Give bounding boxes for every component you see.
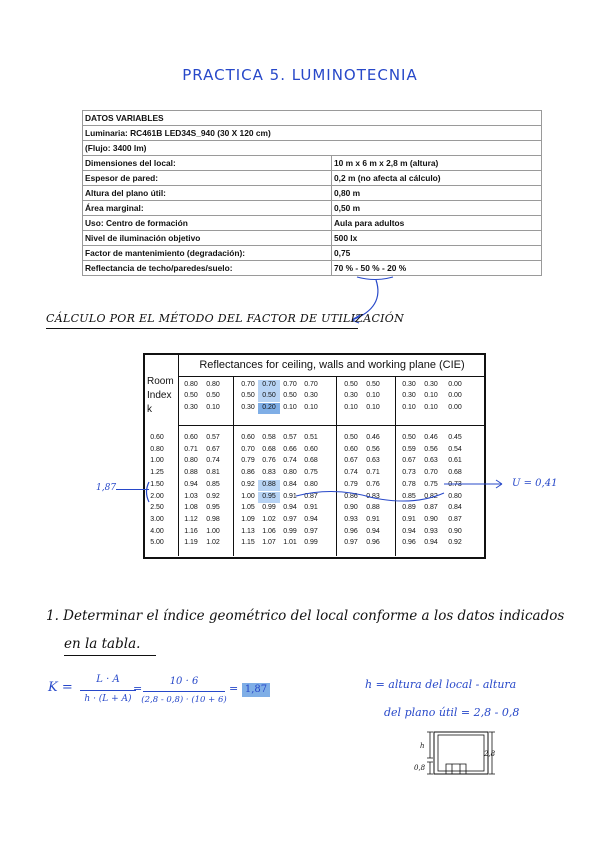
k-annotation: 1,87 [96, 483, 117, 493]
reflectance-cell: 0.30 [304, 392, 318, 400]
utilization-cell: 0.63 [424, 457, 438, 465]
cie-utilization-table [143, 353, 486, 559]
divider [233, 376, 234, 556]
reflectance-cell: 0.20 [262, 403, 276, 411]
utilization-cell: 0.78 [402, 480, 416, 488]
table-row [83, 231, 542, 246]
utilization-cell: 1.12 [184, 515, 198, 523]
row-label: Área marginal: [83, 201, 332, 216]
utilization-cell: 0.56 [366, 445, 380, 453]
utilization-cell: 0.93 [424, 527, 438, 535]
utilization-cell: 0.74 [344, 469, 358, 477]
heading-underline [46, 328, 358, 329]
utilization-cell: 0.60 [184, 434, 198, 441]
row-value: 0,75 [332, 246, 542, 261]
utilization-cell: 0.71 [184, 445, 198, 453]
utilization-cell: 0.86 [241, 469, 255, 477]
utilization-cell: 0.60 [304, 445, 318, 453]
reflectance-cell: 0.50 [344, 381, 358, 388]
utilization-cell: 0.60 [241, 434, 255, 441]
utilization-cell: 0.51 [304, 434, 318, 441]
utilization-cell: 0.84 [448, 504, 462, 512]
utilization-cell: 0.67 [344, 457, 358, 465]
utilization-cell: 0.96 [366, 539, 380, 547]
utilization-cell: 0.91 [402, 515, 416, 523]
utilization-cell: 0.76 [262, 457, 276, 465]
utilization-cell: 0.94 [184, 480, 198, 488]
row-label: Nivel de iluminación objetivo [83, 231, 332, 246]
reflectance-cell: 0.10 [366, 403, 380, 411]
utilization-cell: 0.91 [283, 492, 297, 500]
utilization-cell: 0.98 [206, 515, 220, 523]
page-title: PRACTICA 5. LUMINOTECNIA [182, 66, 418, 84]
fraction-bar [143, 691, 225, 692]
reflectance-cell: 0.50 [241, 392, 255, 400]
utilization-cell: 0.50 [402, 434, 416, 441]
data-table [82, 110, 542, 276]
utilization-cell: 0.88 [366, 504, 380, 512]
utilization-cell: 1.01 [283, 539, 297, 547]
table-row [83, 186, 542, 201]
utilization-cell: 0.74 [283, 457, 297, 465]
reflectance-cell: 0.80 [184, 381, 198, 388]
utilization-cell: 1.13 [241, 527, 255, 535]
utilization-cell: 0.94 [424, 539, 438, 547]
utilization-cell: 0.57 [283, 434, 297, 441]
reflectance-cell: 0.30 [184, 403, 198, 411]
utilization-cell: 0.92 [241, 480, 255, 488]
utilization-cell: 0.66 [283, 445, 297, 453]
utilization-cell: 0.45 [448, 434, 462, 441]
h-definition-line-1: h = altura del local - altura [365, 678, 517, 691]
sketch-h-label: h [420, 742, 425, 750]
utilization-cell: 0.75 [424, 480, 438, 488]
utilization-cell: 0.60 [344, 445, 358, 453]
divider [336, 376, 337, 556]
utilization-cell: 0.84 [283, 480, 297, 488]
reflectance-cell: 0.30 [241, 403, 255, 411]
u-arrow-icon [294, 476, 514, 506]
data-table-header: DATOS VARIABLES [83, 111, 542, 126]
utilization-cell: 0.99 [283, 527, 297, 535]
utilization-cell: 0.83 [262, 469, 276, 477]
reflectance-cell: 0.10 [402, 403, 416, 411]
row-value: 0,50 m [332, 201, 542, 216]
room-index-column [145, 355, 179, 556]
utilization-cell: 0.86 [344, 492, 358, 500]
room-index-cell: 4.00 [150, 527, 164, 535]
utilization-cell: 0.94 [402, 527, 416, 535]
utilization-cell: 0.99 [304, 539, 318, 547]
utilization-cell: 0.50 [344, 434, 358, 441]
table-row [83, 246, 542, 261]
room-index-cell: 0.60 [150, 434, 164, 441]
u-result: U = 0,41 [512, 478, 558, 489]
utilization-cell: 0.75 [304, 469, 318, 477]
formula-equals: = [229, 682, 239, 695]
row-label: Espesor de pared: [83, 171, 332, 186]
table-row [83, 216, 542, 231]
row-label: Uso: Centro de formación [83, 216, 332, 231]
utilization-cell: 0.88 [184, 469, 198, 477]
room-index-cell: 1.25 [150, 469, 164, 477]
reflectance-cell: 0.00 [448, 403, 462, 411]
cie-table-title: Reflectances for ceiling, walls and working plane (CIE) [178, 355, 485, 377]
utilization-cell: 0.90 [448, 527, 462, 535]
step-1-line-1: 1. Determinar el índice geométrico del local conforme a los datos indicados [46, 608, 565, 624]
table-row [83, 156, 542, 171]
utilization-cell: 1.15 [241, 539, 255, 547]
utilization-cell: 0.89 [402, 504, 416, 512]
utilization-cell: 1.05 [241, 504, 255, 512]
reflectance-cell: 0.10 [304, 403, 318, 411]
reflectance-cell: 0.80 [206, 381, 220, 388]
row-label: Altura del plano útil: [83, 186, 332, 201]
formula-result: 1,87 [244, 684, 268, 695]
utilization-cell: 0.97 [304, 527, 318, 535]
utilization-cell: 0.85 [206, 480, 220, 488]
utilization-cell: 0.90 [424, 515, 438, 523]
room-index-label: Room Index k [147, 376, 174, 415]
reflectance-cell: 0.30 [402, 381, 416, 388]
sketch-28-label: 2,8 [484, 750, 496, 758]
utilization-cell: 1.06 [262, 527, 276, 535]
h-definition-line-2: del plano útil = 2,8 - 0,8 [384, 706, 520, 719]
utilization-cell: 0.87 [448, 515, 462, 523]
row-label: Dimensiones del local: [83, 156, 332, 171]
section-heading: CÁLCULO POR EL MÉTODO DEL FACTOR DE UTILIZACIÓN [46, 312, 405, 325]
room-index-cell: 1.50 [150, 480, 164, 488]
utilization-cell: 0.90 [344, 504, 358, 512]
utilization-cell: 0.70 [424, 469, 438, 477]
utilization-cell: 0.74 [206, 457, 220, 465]
reflectance-cell: 0.10 [344, 403, 358, 411]
utilization-cell: 0.92 [206, 492, 220, 500]
room-index-cell: 1.00 [150, 457, 164, 465]
reflectance-cell: 0.50 [283, 392, 297, 400]
reflectance-cell: 0.10 [283, 403, 297, 411]
utilization-cell: 0.95 [206, 504, 220, 512]
reflectance-cell: 0.10 [206, 403, 220, 411]
step-1-line-2: en la tabla. [64, 636, 141, 652]
reflectance-cell: 0.70 [262, 381, 276, 388]
utilization-cell: 1.00 [241, 492, 255, 500]
utilization-cell: 0.91 [304, 504, 318, 512]
utilization-cell: 0.94 [283, 504, 297, 512]
formula-equals: = [133, 682, 143, 695]
utilization-cell: 1.07 [262, 539, 276, 547]
utilization-cell: 0.80 [448, 492, 462, 500]
room-index-cell: 2.50 [150, 504, 164, 512]
room-index-cell: 0.80 [150, 445, 164, 453]
utilization-cell: 0.96 [344, 527, 358, 535]
utilization-cell: 0.87 [304, 492, 318, 500]
utilization-cell: 0.63 [366, 457, 380, 465]
reflectance-cell: 0.10 [366, 392, 380, 400]
row-value: Aula para adultos [332, 216, 542, 231]
utilization-cell: 0.97 [344, 539, 358, 547]
utilization-cell: 1.03 [184, 492, 198, 500]
row-value: 0,2 m (no afecta al cálculo) [332, 171, 542, 186]
utilization-cell: 0.57 [206, 434, 220, 441]
formula-denominator-2: (2,8 - 0,8) · (10 + 6) [141, 695, 227, 705]
utilization-cell: 0.96 [402, 539, 416, 547]
utilization-cell: 0.68 [304, 457, 318, 465]
utilization-cell: 1.09 [241, 515, 255, 523]
formula-denominator-1: h · (L + A) [84, 694, 132, 704]
reflectance-cell: 0.00 [448, 381, 462, 388]
reflectance-cell: 0.10 [424, 403, 438, 411]
utilization-cell: 0.81 [206, 469, 220, 477]
table-row [83, 171, 542, 186]
utilization-cell: 0.46 [424, 434, 438, 441]
reflectance-cell: 0.50 [262, 392, 276, 400]
utilization-cell: 0.83 [366, 492, 380, 500]
step-underline [64, 655, 156, 656]
room-index-cell: 2.00 [150, 492, 164, 500]
utilization-cell: 0.79 [241, 457, 255, 465]
utilization-cell: 0.80 [304, 480, 318, 488]
row-value: 10 m x 6 m x 2,8 m (altura) [332, 156, 542, 171]
reflectance-cell: 0.70 [304, 381, 318, 388]
utilization-cell: 0.59 [402, 445, 416, 453]
utilization-cell: 0.58 [262, 434, 276, 441]
utilization-cell: 0.94 [366, 527, 380, 535]
utilization-cell: 0.79 [344, 480, 358, 488]
utilization-cell: 0.71 [366, 469, 380, 477]
utilization-cell: 0.61 [448, 457, 462, 465]
utilization-cell: 0.85 [402, 492, 416, 500]
divider [178, 425, 484, 426]
row-value: 500 lx [332, 231, 542, 246]
fraction-bar [80, 690, 136, 691]
utilization-cell: 0.56 [424, 445, 438, 453]
luminaire-cell: Luminaria: RC461B LED34S_940 (30 X 120 cm) [83, 126, 542, 141]
formula-k: K = [48, 680, 73, 695]
utilization-cell: 0.80 [184, 457, 198, 465]
utilization-cell: 0.68 [262, 445, 276, 453]
sketch-08-label: 0,8 [414, 764, 426, 772]
utilization-cell: 0.97 [283, 515, 297, 523]
divider [395, 376, 396, 556]
utilization-cell: 0.94 [304, 515, 318, 523]
utilization-cell: 0.70 [241, 445, 255, 453]
utilization-cell: 0.67 [206, 445, 220, 453]
utilization-cell: 1.16 [184, 527, 198, 535]
utilization-cell: 0.87 [424, 504, 438, 512]
room-index-cell: 3.00 [150, 515, 164, 523]
utilization-cell: 1.19 [184, 539, 198, 547]
reflectance-cell: 0.50 [184, 392, 198, 400]
utilization-cell: 0.82 [424, 492, 438, 500]
reflectance-cell: 0.50 [366, 381, 380, 388]
utilization-cell: 1.00 [206, 527, 220, 535]
utilization-cell: 0.76 [366, 480, 380, 488]
row-label: Factor de mantenimiento (degradación): [83, 246, 332, 261]
utilization-cell: 0.92 [448, 539, 462, 547]
reflectance-cell: 0.30 [344, 392, 358, 400]
reflectance-cell: 0.70 [283, 381, 297, 388]
formula-numerator-1: L · A [96, 674, 120, 685]
utilization-cell: 0.99 [262, 504, 276, 512]
utilization-cell: 0.88 [262, 480, 276, 488]
utilization-cell: 0.68 [448, 469, 462, 477]
reflectance-cell: 0.30 [402, 392, 416, 400]
flux-cell: (Flujo: 3400 lm) [83, 141, 542, 156]
utilization-cell: 0.80 [283, 469, 297, 477]
utilization-cell: 0.46 [366, 434, 380, 441]
reflectance-cell: 0.10 [424, 392, 438, 400]
reflectance-cell: 0.70 [241, 381, 255, 388]
utilization-cell: 0.67 [402, 457, 416, 465]
utilization-cell: 0.93 [344, 515, 358, 523]
utilization-cell: 1.02 [206, 539, 220, 547]
k-bracket-icon [143, 481, 153, 503]
utilization-cell: 1.08 [184, 504, 198, 512]
row-value: 70 % - 50 % - 20 % [332, 261, 542, 276]
room-index-cell: 5.00 [150, 539, 164, 547]
formula-numerator-2: 10 · 6 [169, 676, 199, 687]
reflectance-cell: 0.50 [206, 392, 220, 400]
table-row [83, 201, 542, 216]
table-row [83, 261, 542, 276]
utilization-cell: 0.95 [262, 492, 276, 500]
row-value: 0,80 m [332, 186, 542, 201]
utilization-cell: 0.73 [448, 480, 462, 488]
utilization-cell: 0.73 [402, 469, 416, 477]
utilization-cell: 0.54 [448, 445, 462, 453]
utilization-cell: 0.91 [366, 515, 380, 523]
bracket-mark-icon [355, 276, 395, 282]
reflectance-cell: 0.00 [448, 392, 462, 400]
reflectance-cell: 0.30 [424, 381, 438, 388]
utilization-cell: 1.02 [262, 515, 276, 523]
row-label: Reflectancia de techo/paredes/suelo: [83, 261, 332, 276]
